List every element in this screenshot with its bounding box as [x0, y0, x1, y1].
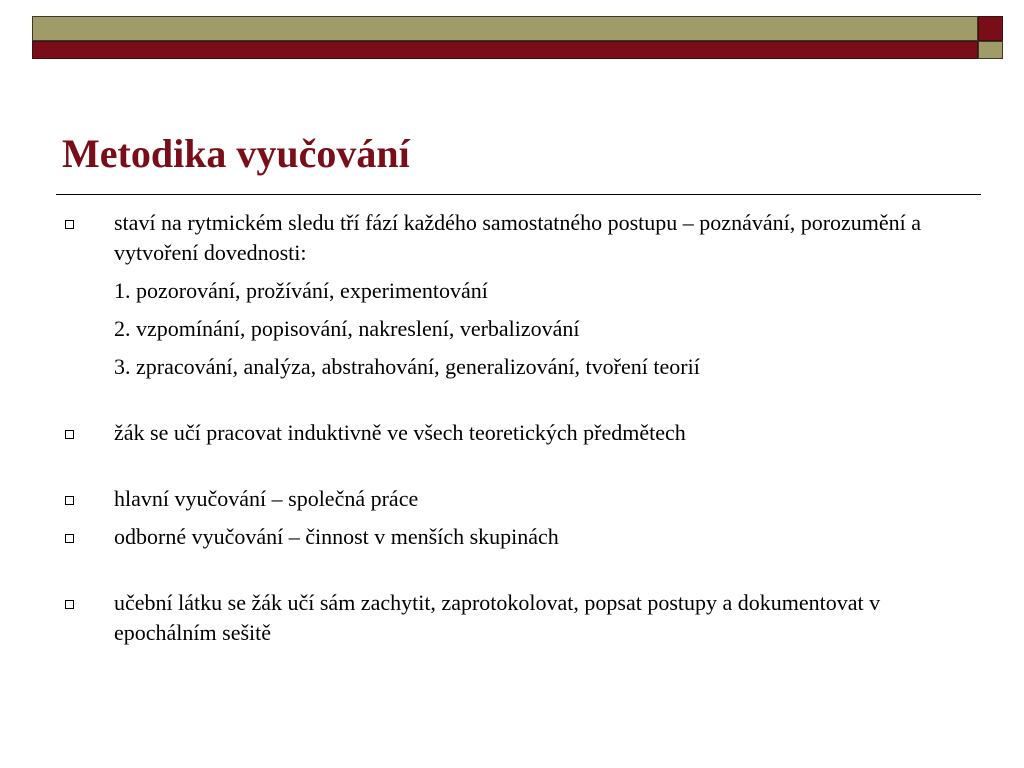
hollow-square-icon	[65, 534, 74, 543]
slide-title: Metodika vyučování	[62, 131, 410, 176]
header-olive-bar	[32, 16, 978, 41]
bullet-item	[62, 588, 962, 648]
hollow-square-icon	[65, 220, 74, 229]
bullet-text: odborné vyučování – činnost v menších skupinách	[114, 524, 559, 549]
bullet-item	[62, 522, 962, 552]
title-divider	[56, 194, 981, 195]
header-olive-square	[978, 41, 1003, 59]
sub-item: 3. zpracování, analýza, abstrahování, generalizování, tvoření teorií	[114, 354, 700, 379]
bullet-item	[62, 208, 962, 268]
bullet-text: staví na rytmickém sledu tří fází každého samostatného postupu – poznávání, porozumění a vytvoření dovednosti:	[114, 210, 922, 265]
hollow-square-icon	[65, 496, 74, 505]
slide-content	[62, 208, 962, 648]
hollow-square-icon	[65, 430, 74, 439]
bullet-item	[62, 418, 962, 448]
bullet-text: učební látku se žák učí sám zachytit, zaprotokolovat, popsat postupy a dokumentovat v epochálním sešitě	[114, 590, 881, 645]
hollow-square-icon	[65, 600, 74, 609]
header-red-bar	[32, 41, 978, 59]
sub-item: 2. vzpomínání, popisování, nakreslení, verbalizování	[114, 316, 580, 341]
header-red-square	[978, 16, 1003, 41]
header-decoration	[0, 0, 1024, 70]
sub-item: 1. pozorování, prožívání, experimentování	[114, 278, 488, 303]
bullet-item	[62, 484, 962, 514]
bullet-text: hlavní vyučování – společná práce	[114, 486, 419, 511]
bullet-text: žák se učí pracovat induktivně ve všech teoretických předmětech	[114, 420, 686, 445]
